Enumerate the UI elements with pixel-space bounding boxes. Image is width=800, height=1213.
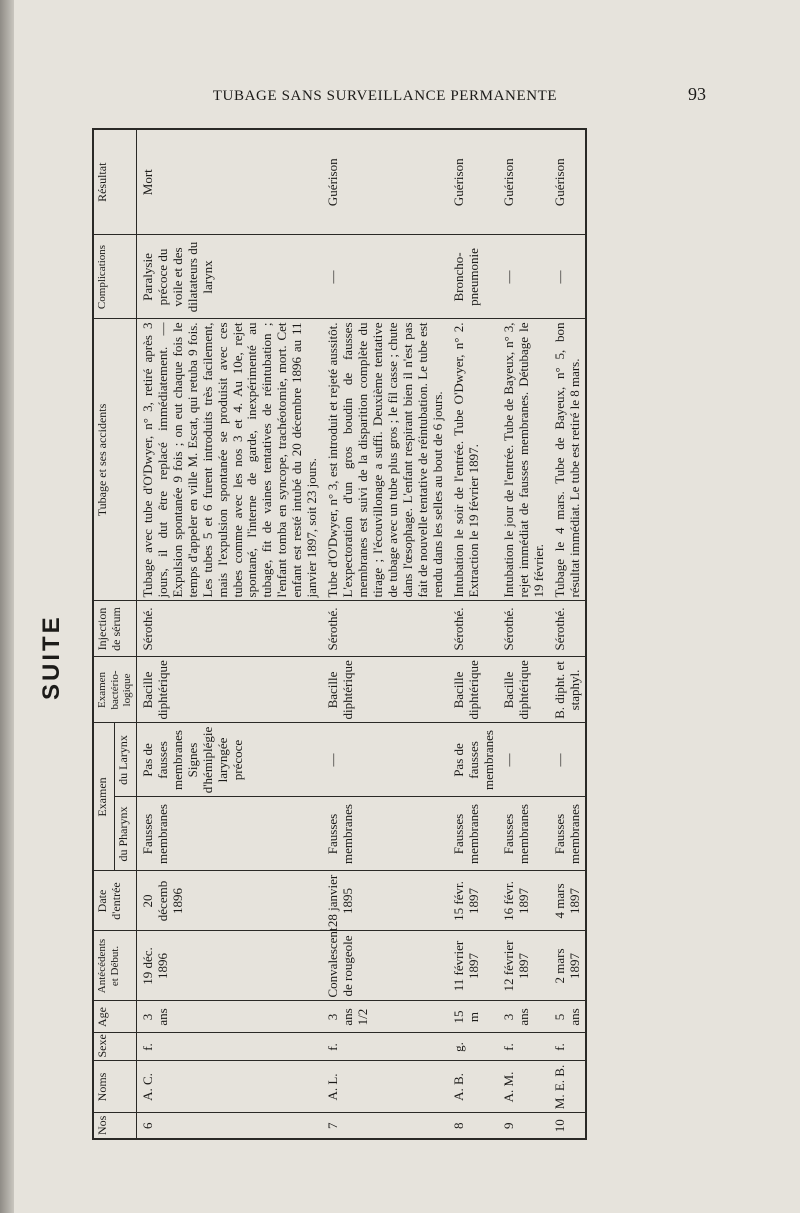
col-complications: Complications (93, 235, 136, 319)
cell-pharynx: Fausses membranes (448, 797, 499, 871)
cell-num: 9 (498, 1113, 549, 1139)
table-title: SUITE (38, 614, 65, 700)
header-row (93, 129, 115, 1139)
cell-resultat: Guérison (322, 129, 448, 235)
cell-bacterio: B. dipht. et staphyl. (549, 657, 586, 723)
cell-complications: — (322, 235, 448, 319)
cell-age: 3 ans (136, 1001, 322, 1033)
cell-resultat: Guérison (448, 129, 499, 235)
table-row (498, 129, 549, 1139)
cell-resultat: Guérison (498, 129, 549, 235)
cell-larynx: — (498, 723, 549, 797)
cell-antecedents: 11 février 1897 (448, 931, 499, 1001)
col-num: Nos (93, 1113, 136, 1139)
cell-sexe: f. (322, 1033, 448, 1061)
table-row (549, 129, 586, 1139)
cell-nom: A. B. (448, 1061, 499, 1113)
col-noms: Noms (93, 1061, 136, 1113)
col-examen: Examen (93, 723, 115, 871)
cell-num: 6 (136, 1113, 322, 1139)
cell-larynx: — (549, 723, 586, 797)
cell-nom: M. E. B. (549, 1061, 586, 1113)
cell-num: 8 (448, 1113, 499, 1139)
col-sexe: Sexe (93, 1033, 136, 1061)
cell-larynx: Pas de fausses membranes (448, 723, 499, 797)
cell-bacterio: Bacille diphtérique (322, 657, 448, 723)
col-age: Age (93, 1001, 136, 1033)
cell-sexe: g. (448, 1033, 499, 1061)
cell-antecedents: Convalescent de rougeole (322, 931, 448, 1001)
page-number: 93 (688, 84, 706, 104)
col-date-entree: Date d'entrée (93, 871, 136, 931)
case-table (92, 128, 587, 1140)
cell-sexe: f. (549, 1033, 586, 1061)
cell-resultat: Guérison (549, 129, 586, 235)
rotated-table-area (38, 130, 782, 1140)
cell-complications: — (549, 235, 586, 319)
table-body (136, 129, 586, 1139)
cell-complications: — (498, 235, 549, 319)
cell-serum: Sérothé. (136, 601, 322, 657)
col-serum: Injection de sérum (93, 601, 136, 657)
cell-date: 16 févr. 1897 (498, 871, 549, 931)
cell-age: 3 ans (498, 1001, 549, 1033)
cell-pharynx: Fausses membranes (136, 797, 322, 871)
cell-sexe: f. (498, 1033, 549, 1061)
cell-tubage: Intubation le jour de l'entrée. Tube de Bayeux, n° 3, rejet immédiat de fausses membranes. Détubage le 19 février. (498, 319, 549, 601)
table-row (322, 129, 448, 1139)
cell-tubage: Tubage le 4 mars. Tube de Bayeux, n° 5, bon résultat immédiat. Le tube est retiré le 8 mars. (549, 319, 586, 601)
col-pharynx: du Pharynx (115, 797, 136, 871)
table-row (448, 129, 499, 1139)
cell-complications: Broncho-pneumonie (448, 235, 499, 319)
table-wrapper (38, 130, 782, 1140)
running-head: TUBAGE SANS SURVEILLANCE PERMANENTE (212, 88, 558, 104)
cell-date: 15 févr. 1897 (448, 871, 499, 931)
cell-serum: Sérothé. (549, 601, 586, 657)
col-resultat: Résultat (93, 129, 136, 235)
col-bacterio: Examen bactério-logique (93, 657, 136, 723)
cell-pharynx: Fausses membranes (549, 797, 586, 871)
cell-bacterio: Bacille diphtérique (136, 657, 322, 723)
cell-tubage: Intubation le soir de l'entrée. Tube O'Dwyer, n° 2. Extraction le 19 février 1897. (448, 319, 499, 601)
cell-nom: A. C. (136, 1061, 322, 1113)
cell-antecedents: 12 février 1897 (498, 931, 549, 1001)
cell-num: 10 (549, 1113, 586, 1139)
cell-nom: A. M. (498, 1061, 549, 1113)
cell-resultat: Mort (136, 129, 322, 235)
cell-age: 3 ans 1/2 (322, 1001, 448, 1033)
cell-pharynx: Fausses membranes (498, 797, 549, 871)
cell-num: 7 (322, 1113, 448, 1139)
cell-date: 20 décemb 1896 (136, 871, 322, 931)
cell-age: 5 ans (549, 1001, 586, 1033)
cell-tubage: Tube d'O'Dwyer, n° 3, est introduit et rejeté aussitôt. L'expectoration d'un gros boudin de fausses membranes est suivi de la disparition complète du tirage ; l'écouvillonage a suffi. Deuxième tentative de tubage avec un tube plus gros ; le fil casse ; chute dans l'œsophage. L'enfant respirant bien il n'est pas fait de nouvelle tentative de réintubation. Le tube est rendu dans les selles au bout de 6 jours. (322, 319, 448, 601)
cell-larynx: Pas de fausses membranes Signes d'hémiplégie laryngée précoce (136, 723, 322, 797)
cell-larynx: — (322, 723, 448, 797)
col-tubage: Tubage et ses accidents (93, 319, 136, 601)
table-row (136, 129, 322, 1139)
cell-serum: Sérothé. (322, 601, 448, 657)
cell-serum: Sérothé. (498, 601, 549, 657)
cell-pharynx: Fausses membranes (322, 797, 448, 871)
col-larynx: du Larynx (115, 723, 136, 797)
cell-bacterio: Bacille diphtérique (448, 657, 499, 723)
cell-tubage: Tubage avec tube d'O'Dwyer, n° 3, retiré après 3 jours, il dut être replacé immédiatement. — Expulsion spontanée 9 fois ; on eut chaque fois le temps d'appeler en ville M. Escat, qui retuba 9 fois. Les tubes 5 et 6 furent introduits très facilement, mais l'expulsion spontanée se produisit avec ces tubes comme avec les nos 3 et 4. Au 10e, rejet spontané, l'interne de garde, inexpérimenté au tubage, fit de vaines tentatives de réintubation ; l'enfant tomba en syncope, trachéotomie, mort. Cet enfant est resté intubé du 20 décembre 1896 au 11 janvier 1897, soit 23 jours. (136, 319, 322, 601)
cell-sexe: f. (136, 1033, 322, 1061)
cell-nom: A. L. (322, 1061, 448, 1113)
cell-serum: Sérothé. (448, 601, 499, 657)
cell-complications: Paralysie précoce du voile et des dilatateurs du larynx (136, 235, 322, 319)
cell-age: 15 m (448, 1001, 499, 1033)
cell-antecedents: 19 déc. 1896 (136, 931, 322, 1001)
cell-date: 28 janvier 1895 (322, 871, 448, 931)
page-gutter-shadow (0, 0, 14, 1213)
cell-antecedents: 2 mars 1897 (549, 931, 586, 1001)
cell-bacterio: Bacille diphtérique (498, 657, 549, 723)
col-antecedents: Antécédents et Début. (93, 931, 136, 1001)
cell-date: 4 mars 1897 (549, 871, 586, 931)
